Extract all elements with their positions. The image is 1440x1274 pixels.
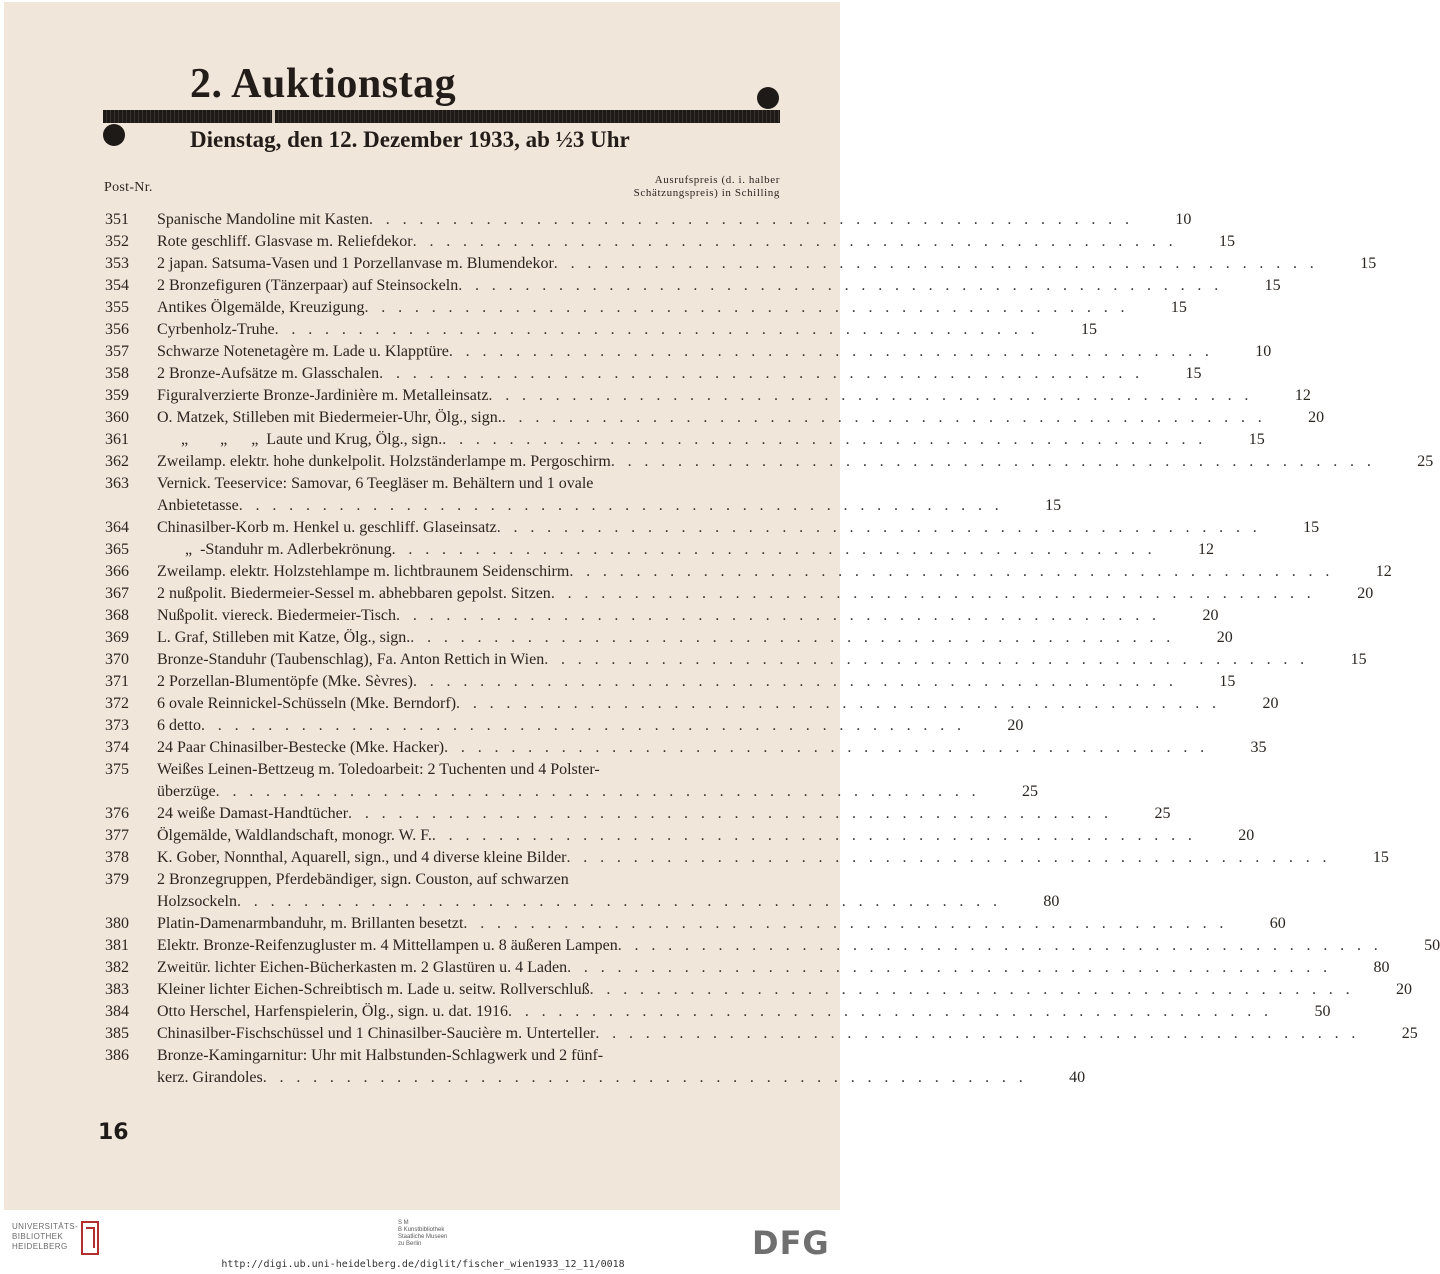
dot-leader xyxy=(544,649,1308,671)
lot-description-line xyxy=(157,693,1220,715)
lot-description xyxy=(157,539,1156,561)
lot-number: 373 xyxy=(105,717,129,734)
lot-description xyxy=(157,407,1266,429)
dot-leader xyxy=(590,979,1354,1001)
lot-list xyxy=(105,209,1440,1089)
lot-description xyxy=(157,297,1129,319)
post-nr-header: Post-Nr. xyxy=(104,180,153,195)
lot-row xyxy=(105,847,1389,869)
lot-description-line xyxy=(157,297,1129,319)
lot-row xyxy=(105,231,1236,253)
lot-row xyxy=(105,209,1192,231)
lot-description-text: 6 detto xyxy=(157,717,201,734)
lot-number: 363 xyxy=(105,475,129,492)
lot-description xyxy=(157,957,1332,979)
lot-description-line xyxy=(157,429,1207,451)
lot-row xyxy=(105,803,1171,825)
lot-row xyxy=(105,913,1286,935)
lot-description-line xyxy=(157,737,1209,759)
lot-description xyxy=(157,583,1315,605)
lot-row xyxy=(105,319,1098,341)
lot-price: 15 xyxy=(1045,497,1062,514)
lot-price: 10 xyxy=(1255,343,1272,360)
lot-description-text: L. Graf, Stilleben mit Katze, Ölg., sign. xyxy=(157,629,411,646)
lot-description-text: Vernick. Teeservice: Samovar, 6 Teegläser m. Behältern und 1 ovale xyxy=(157,475,594,492)
lot-description-line xyxy=(157,825,1196,847)
lot-row xyxy=(105,297,1187,319)
lot-description xyxy=(157,627,1175,649)
lot-description-text: Schwarze Notenetagère m. Lade u. Klapptüre xyxy=(157,343,449,360)
lot-description-text: Spanische Mandoline mit Kasten xyxy=(157,211,369,228)
lot-description-line xyxy=(157,341,1213,363)
lot-price: 60 xyxy=(1269,915,1286,932)
lot-description-line xyxy=(157,715,965,737)
lot-price: 40 xyxy=(1069,1069,1086,1086)
lot-price: 15 xyxy=(1303,519,1320,536)
decorative-dot xyxy=(757,87,779,109)
lot-description xyxy=(157,1001,1272,1023)
lot-description-line xyxy=(157,1067,1027,1089)
lot-description-line xyxy=(157,957,1332,979)
kunstbibliothek-line: B Kunstbibliothek xyxy=(398,1227,445,1233)
lot-row xyxy=(105,517,1320,539)
lot-description xyxy=(157,429,1207,451)
lot-number: 384 xyxy=(105,1003,129,1020)
lot-row xyxy=(105,649,1367,671)
lot-description-text: Bronze-Standuhr (Taubenschlag), Fa. Anton Rettich in Wien xyxy=(157,651,545,668)
lot-number: 356 xyxy=(105,321,129,338)
lot-number: 385 xyxy=(105,1025,129,1042)
lot-price: 20 xyxy=(1396,981,1413,998)
lot-number: 351 xyxy=(105,211,129,228)
lot-price: 15 xyxy=(1248,431,1265,448)
lot-price: 35 xyxy=(1250,739,1267,756)
lot-description-line xyxy=(157,935,1382,957)
lot-price: 50 xyxy=(1424,937,1440,954)
kunstbibliothek-line: S M xyxy=(398,1220,409,1226)
lot-row xyxy=(105,1001,1331,1023)
lot-price: 15 xyxy=(1219,673,1236,690)
lot-row xyxy=(105,583,1374,605)
lot-number: 359 xyxy=(105,387,129,404)
dot-leader xyxy=(595,1023,1359,1045)
lot-number: 367 xyxy=(105,585,129,602)
lot-description-text: Holzsockeln xyxy=(157,893,237,910)
lot-description xyxy=(157,385,1253,407)
dot-leader xyxy=(554,253,1318,275)
lot-number: 380 xyxy=(105,915,129,932)
kunstbibliothek-line: zu Berlin xyxy=(398,1241,422,1247)
lot-price: 25 xyxy=(1022,783,1039,800)
lot-row xyxy=(105,341,1272,363)
lot-price: 20 xyxy=(1357,585,1374,602)
lot-number: 357 xyxy=(105,343,129,360)
lot-description xyxy=(157,209,1133,231)
lot-row xyxy=(105,759,1039,803)
lot-price: 15 xyxy=(1170,299,1187,316)
dot-leader xyxy=(392,539,1156,561)
lot-description-text: 6 ovale Reinnickel-Schüsseln (Mke. Berndorf) xyxy=(157,695,457,712)
lot-description-line xyxy=(157,1023,1360,1045)
lot-price: 15 xyxy=(1360,255,1377,272)
lot-description-line xyxy=(157,275,1223,297)
lot-price: 20 xyxy=(1007,717,1024,734)
lot-price: 15 xyxy=(1185,365,1202,382)
lot-description xyxy=(157,847,1331,869)
lot-row xyxy=(105,935,1440,957)
dot-leader xyxy=(442,429,1206,451)
lot-description xyxy=(157,341,1213,363)
lot-row xyxy=(105,671,1236,693)
lot-row xyxy=(105,451,1434,473)
lot-number: 381 xyxy=(105,937,129,954)
lot-number: 370 xyxy=(105,651,129,668)
lot-row xyxy=(105,627,1233,649)
decorative-dot xyxy=(103,124,125,146)
lot-price: 15 xyxy=(1264,277,1281,294)
dot-leader xyxy=(275,319,1039,341)
page-number: 16 xyxy=(98,1120,129,1145)
lot-price: 20 xyxy=(1238,827,1255,844)
lot-description-line xyxy=(157,451,1375,473)
dot-leader xyxy=(611,451,1375,473)
lot-description-text: Figuralverzierte Bronze-Jardinière m. Metalleinsatz xyxy=(157,387,489,404)
lot-row xyxy=(105,715,1024,737)
lot-description-line xyxy=(157,605,1160,627)
dot-leader xyxy=(444,737,1208,759)
dot-leader xyxy=(216,781,980,803)
page-title: 2. Auktionstag xyxy=(190,61,457,107)
lot-description-line xyxy=(157,583,1315,605)
dot-leader xyxy=(497,517,1261,539)
lot-number: 364 xyxy=(105,519,129,536)
lot-description-line xyxy=(157,319,1039,341)
lot-price: 50 xyxy=(1314,1003,1331,1020)
title-rule-tick xyxy=(272,110,275,123)
dot-leader xyxy=(456,693,1220,715)
lot-description-text: Chinasilber-Korb m. Henkel u. geschliff. Glaseinsatz xyxy=(157,519,497,536)
lot-number: 372 xyxy=(105,695,129,712)
lot-description-text: 2 nußpolit. Biedermeier-Sessel m. abhebbaren gepolst. Sitzen xyxy=(157,585,551,602)
lot-description-text: 2 Bronzefiguren (Tänzerpaar) auf Steinsockeln xyxy=(157,277,459,294)
lot-description xyxy=(157,759,980,803)
lot-number: 371 xyxy=(105,673,129,690)
lot-price: 15 xyxy=(1219,233,1236,250)
lot-price: 10 xyxy=(1175,211,1192,228)
lot-description-text: Ölgemälde, Waldlandschaft, monogr. W. F. xyxy=(157,827,432,844)
lot-description-line xyxy=(157,363,1144,385)
lot-description-text: Otto Herschel, Harfenspielerin, Ölg., sign. u. dat. 1916 xyxy=(157,1003,509,1020)
lot-row xyxy=(105,429,1265,451)
dot-leader xyxy=(567,847,1331,869)
dot-leader xyxy=(410,627,1174,649)
lot-description-line xyxy=(157,473,1003,495)
lot-row xyxy=(105,605,1219,627)
lot-number: 354 xyxy=(105,277,129,294)
lot-number: 368 xyxy=(105,607,129,624)
lot-price: 12 xyxy=(1294,387,1311,404)
lot-row xyxy=(105,539,1215,561)
lot-description xyxy=(157,1045,1027,1089)
lot-row xyxy=(105,979,1413,1001)
lot-number: 362 xyxy=(105,453,129,470)
lot-description-line xyxy=(157,847,1331,869)
lot-description-line xyxy=(157,253,1318,275)
lot-description-text: 24 Paar Chinasilber-Bestecke (Mke. Hacker) xyxy=(157,739,445,756)
lot-row xyxy=(105,363,1202,385)
lot-description-text: überzüge xyxy=(157,783,216,800)
lot-description-text: 2 Porzellan-Blumentöpfe (Mke. Sèvres) xyxy=(157,673,413,690)
dot-leader xyxy=(449,341,1213,363)
library-name-line: BIBLIOTHEK xyxy=(12,1232,64,1241)
dot-leader xyxy=(237,891,1001,913)
lot-number: 383 xyxy=(105,981,129,998)
lot-number: 379 xyxy=(105,871,129,888)
lot-price: 20 xyxy=(1202,607,1219,624)
lot-description-line xyxy=(157,671,1177,693)
lot-number: 377 xyxy=(105,827,129,844)
library-name-line: UNIVERSITÄTS- xyxy=(12,1222,79,1231)
lot-price: 80 xyxy=(1043,893,1060,910)
dot-leader xyxy=(488,385,1252,407)
ub-heidelberg-logo xyxy=(12,1222,78,1252)
lot-description-text: Zweilamp. elektr. Holzstehlampe m. lichtbraunem Seidenschirm xyxy=(157,563,570,580)
lot-description xyxy=(157,649,1309,671)
lot-row xyxy=(105,253,1377,275)
lot-description xyxy=(157,671,1177,693)
lot-description-text: Anbietetasse xyxy=(157,497,239,514)
lot-description xyxy=(157,979,1354,1001)
lot-number: 353 xyxy=(105,255,129,272)
dot-leader xyxy=(348,803,1112,825)
lot-row xyxy=(105,407,1325,429)
lot-price: 20 xyxy=(1216,629,1233,646)
lot-description xyxy=(157,869,1001,913)
lot-description xyxy=(157,693,1220,715)
lot-description xyxy=(157,825,1196,847)
lot-row xyxy=(105,737,1267,759)
lot-description-text: kerz. Girandoles xyxy=(157,1069,263,1086)
lot-description xyxy=(157,561,1334,583)
lot-description-line xyxy=(157,869,1001,891)
lot-price: 15 xyxy=(1350,651,1367,668)
lot-description xyxy=(157,737,1209,759)
source-url[interactable]: http://digi.ub.uni-heidelberg.de/diglit/fischer_wien1933_12_11/0018 xyxy=(221,1259,625,1270)
dot-leader xyxy=(369,209,1133,231)
lot-number: 355 xyxy=(105,299,129,316)
price-header-line: Ausrufspreis (d. i. halber xyxy=(654,174,780,186)
lot-row xyxy=(105,869,1060,913)
lot-description-line xyxy=(157,979,1354,1001)
kunstbibliothek-logo xyxy=(398,1220,447,1248)
dot-leader xyxy=(239,495,1003,517)
lot-row xyxy=(105,385,1311,407)
dot-leader xyxy=(567,957,1331,979)
lot-description-line xyxy=(157,759,980,781)
lot-row xyxy=(105,825,1255,847)
dot-leader xyxy=(458,275,1222,297)
lot-number: 378 xyxy=(105,849,129,866)
lot-description-line xyxy=(157,627,1175,649)
price-header xyxy=(634,174,780,200)
lot-description-text: „ „ „ Laute und Krug, Ölg., sign. xyxy=(157,431,443,448)
lot-row xyxy=(105,1045,1086,1089)
lot-description xyxy=(157,605,1160,627)
lot-description xyxy=(157,935,1382,957)
lot-description-text: Cyrbenholz-Truhe xyxy=(157,321,275,338)
dot-leader xyxy=(463,913,1227,935)
lot-description-text: 24 weiße Damast-Handtücher xyxy=(157,805,349,822)
lot-description xyxy=(157,517,1261,539)
lot-description xyxy=(157,231,1177,253)
lot-description xyxy=(157,275,1223,297)
dot-leader xyxy=(618,935,1382,957)
lot-description-text: Kleiner lichter Eichen-Schreibtisch m. Lade u. seitw. Rollverschluß xyxy=(157,981,590,998)
lot-description-text: „ -Standuhr m. Adlerbekrönung xyxy=(157,541,392,558)
lot-description-text: Weißes Leinen-Bettzeug m. Toledoarbeit: 2 Tuchenten und 4 Polster- xyxy=(157,761,600,778)
lot-price: 12 xyxy=(1375,563,1392,580)
lot-price: 80 xyxy=(1373,959,1390,976)
dot-leader xyxy=(502,407,1266,429)
library-name-line: HEIDELBERG xyxy=(12,1242,68,1251)
lot-description-line xyxy=(157,517,1261,539)
dot-leader xyxy=(551,583,1315,605)
lot-description xyxy=(157,715,965,737)
lot-description-text: Zweilamp. elektr. hohe dunkelpolit. Holzständerlampe m. Pergoschirm xyxy=(157,453,611,470)
lot-description-text: 2 Bronzegruppen, Pferdebändiger, sign. Couston, auf schwarzen xyxy=(157,871,569,888)
lot-price: 25 xyxy=(1401,1025,1418,1042)
dot-leader xyxy=(201,715,965,737)
lot-description-text: Platin-Damenarmbanduhr, m. Brillanten besetzt xyxy=(157,915,464,932)
lot-row xyxy=(105,473,1062,517)
lot-number: 382 xyxy=(105,959,129,976)
lot-number: 360 xyxy=(105,409,129,426)
lot-description xyxy=(157,253,1318,275)
dot-leader xyxy=(263,1067,1027,1089)
lot-description-text: Nußpolit. viereck. Biedermeier-Tisch xyxy=(157,607,397,624)
lot-description-text: K. Gober, Nonnthal, Aquarell, sign., und 4 diverse kleine Bilder xyxy=(157,849,567,866)
lot-description xyxy=(157,451,1375,473)
lot-description xyxy=(157,803,1112,825)
dot-leader xyxy=(396,605,1160,627)
lot-price: 20 xyxy=(1308,409,1325,426)
lot-row xyxy=(105,275,1281,297)
kunstbibliothek-line: Staatliche Museen xyxy=(398,1234,448,1240)
lot-description xyxy=(157,363,1144,385)
lot-description-text: Antikes Ölgemälde, Kreuzigung xyxy=(157,299,365,316)
lot-description-text: Rote geschliff. Glasvase m. Reliefdekor xyxy=(157,233,413,250)
dot-leader xyxy=(413,231,1177,253)
lot-price: 15 xyxy=(1081,321,1098,338)
title-rule xyxy=(103,110,780,123)
lot-number: 352 xyxy=(105,233,129,250)
auction-date: Dienstag, den 12. Dezember 1933, ab ½3 Uhr xyxy=(190,127,630,152)
lot-number: 376 xyxy=(105,805,129,822)
lot-number: 361 xyxy=(105,431,129,448)
lot-price: 15 xyxy=(1372,849,1389,866)
lot-row xyxy=(105,693,1279,715)
lot-row xyxy=(105,957,1390,979)
lot-description-line xyxy=(157,495,1003,517)
dot-leader xyxy=(379,363,1143,385)
lot-description-line xyxy=(157,407,1266,429)
lot-description-text: Elektr. Bronze-Reifenzugluster m. 4 Mittellampen u. 8 äußeren Lampen xyxy=(157,937,618,954)
dfg-logo: DFG xyxy=(752,1224,830,1262)
lot-price: 25 xyxy=(1417,453,1434,470)
lot-price: 25 xyxy=(1154,805,1171,822)
dot-leader xyxy=(432,825,1196,847)
lot-number: 375 xyxy=(105,761,129,778)
lot-description-line xyxy=(157,1001,1272,1023)
lot-number: 358 xyxy=(105,365,129,382)
lot-description-text: Chinasilber-Fischschüssel und 1 Chinasilber-Saucière m. Unterteller xyxy=(157,1025,596,1042)
lot-description xyxy=(157,913,1228,935)
lot-description-line xyxy=(157,891,1001,913)
lot-number: 365 xyxy=(105,541,129,558)
lot-row xyxy=(105,1023,1418,1045)
lot-description-line xyxy=(157,1045,1027,1067)
lot-description xyxy=(157,1023,1360,1045)
lot-price: 12 xyxy=(1198,541,1215,558)
lot-description-line xyxy=(157,561,1334,583)
lot-description-line xyxy=(157,913,1228,935)
lot-description-line xyxy=(157,781,980,803)
lot-description-text: 2 Bronze-Aufsätze m. Glasschalen xyxy=(157,365,380,382)
lot-description-line xyxy=(157,649,1309,671)
lot-number: 369 xyxy=(105,629,129,646)
lot-description xyxy=(157,319,1039,341)
lot-description-text: O. Matzek, Stilleben mit Biedermeier-Uhr, Ölg., sign. xyxy=(157,409,502,426)
lot-description-line xyxy=(157,231,1177,253)
lot-description-text: Zweitür. lichter Eichen-Bücherkasten m. 2 Glastüren u. 4 Laden xyxy=(157,959,568,976)
dot-leader xyxy=(569,561,1333,583)
lot-description-line xyxy=(157,385,1253,407)
lot-description-text: 2 japan. Satsuma-Vasen und 1 Porzellanvase m. Blumendekor xyxy=(157,255,554,272)
ub-emblem-icon xyxy=(80,1220,100,1256)
price-header-line: Schätzungspreis) in Schilling xyxy=(633,187,780,199)
lot-price: 20 xyxy=(1262,695,1279,712)
lot-number: 366 xyxy=(105,563,129,580)
lot-number: 386 xyxy=(105,1047,129,1064)
lot-description-line xyxy=(157,209,1133,231)
lot-number: 374 xyxy=(105,739,129,756)
lot-description-line xyxy=(157,803,1112,825)
lot-description xyxy=(157,473,1003,517)
lot-description-line xyxy=(157,539,1156,561)
lot-description-text: Bronze-Kamingarnitur: Uhr mit Halbstunden-Schlagwerk und 2 fünf- xyxy=(157,1047,604,1064)
dot-leader xyxy=(508,1001,1272,1023)
dot-leader xyxy=(413,671,1177,693)
dot-leader xyxy=(365,297,1129,319)
lot-row xyxy=(105,561,1392,583)
